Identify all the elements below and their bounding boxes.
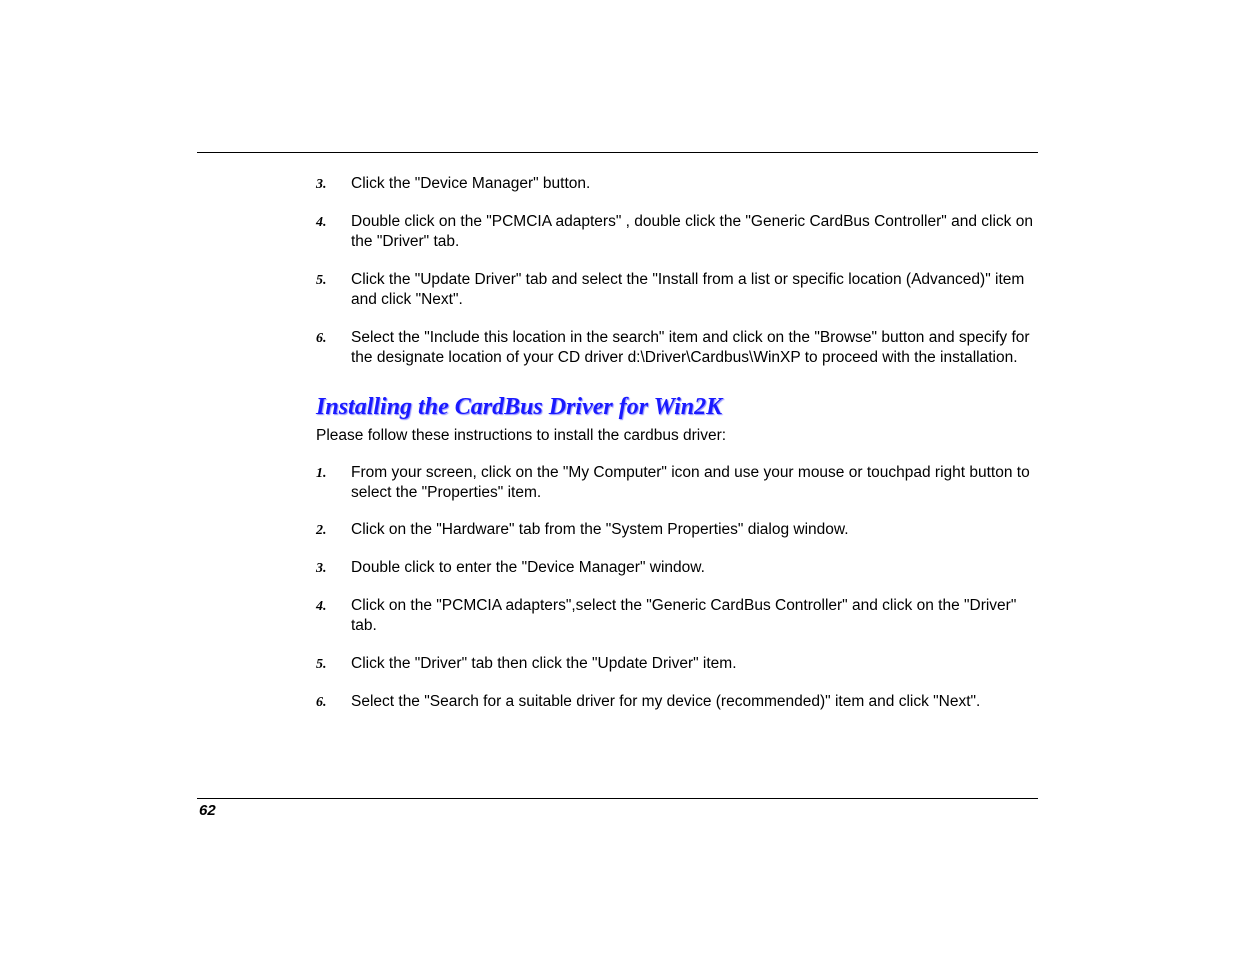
step-number: 4. [316,215,327,230]
step-item [316,520,1036,540]
top-rule [197,152,1038,153]
step-item [316,328,1036,368]
step-text: Select the "Include this location in the search" item and click on the "Browse" button and specify for the designate location of your CD driver d:\Driver\Cardbus\WinXP to proceed with the installation. [351,329,1030,366]
step-text: Click on the "PCMCIA adapters",select the "Generic CardBus Controller" and click on the "Driver" tab. [351,597,1017,634]
step-number: 4. [316,599,327,614]
step-text: From your screen, click on the "My Computer" icon and use your mouse or touchpad right button to select the "Properties" item. [351,464,1030,501]
bottom-rule [197,798,1038,799]
step-item [316,596,1036,636]
step-text: Select the "Search for a suitable driver for my device (recommended)" item and click "Next". [351,693,981,710]
step-text: Click the "Update Driver" tab and select the "Install from a list or specific location (Advanced)" item and click "Next". [351,271,1025,308]
step-number: 5. [316,657,327,672]
step-text: Double click to enter the "Device Manager" window. [351,559,705,576]
step-number: 3. [316,177,327,192]
step-item [316,654,1036,674]
step-item [316,270,1036,310]
step-item [316,558,1036,578]
step-number: 5. [316,273,327,288]
step-item [316,463,1036,503]
step-text: Double click on the "PCMCIA adapters" , double click the "Generic CardBus Controller" and click on the "Driver" tab. [351,213,1033,250]
step-text: Click on the "Hardware" tab from the "System Properties" dialog window. [351,521,849,538]
step-number: 2. [316,523,327,538]
section-intro: Please follow these instructions to install the cardbus driver: [316,427,727,444]
step-number: 6. [316,695,327,710]
page-content [316,170,1036,712]
step-item [316,174,1036,194]
step-item [316,692,1036,712]
step-number: 1. [316,466,327,481]
step-text: Click the "Device Manager" button. [351,175,591,192]
step-number: 6. [316,331,327,346]
step-text: Click the "Driver" tab then click the "Update Driver" item. [351,655,737,672]
step-number: 3. [316,561,327,576]
section-heading: Installing the CardBus Driver for Win2K [316,394,723,420]
page-number: 62 [199,802,216,819]
step-item [316,212,1036,252]
